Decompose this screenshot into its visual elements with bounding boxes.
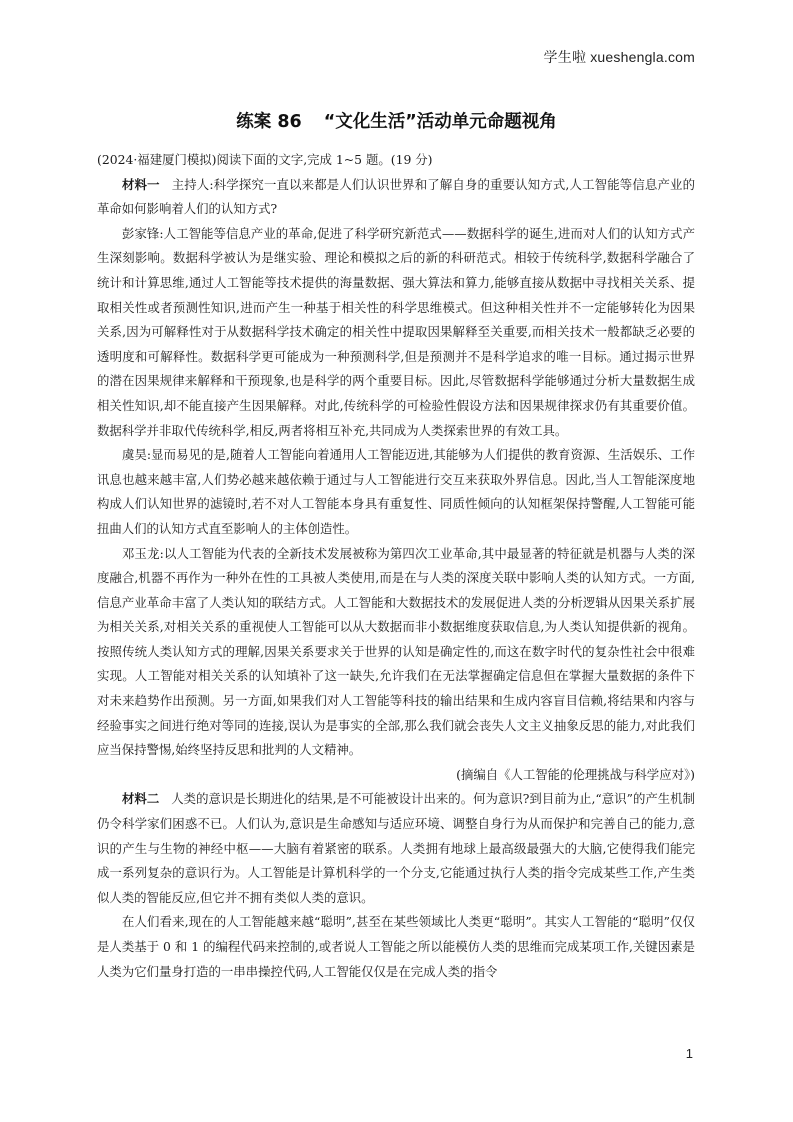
title-prefix: 练案 86 [236, 112, 302, 132]
material1-paragraph [97, 173, 695, 222]
material2-paragraph-text: 人类的意识是长期进化的结果,是不可能被设计出来的。何为意识?到目前为止,“意识”的产生机制仍令科学家们困惑不已。人们认为,意识是生命感知与适应环境、调整自身行为从而保护和完善自己的能力,意识的产生与生物的神经中枢——大脑有着紧密的联系。人类拥有地球上最高级最强大的大脑,它使得我们能完成一系列复杂的意识行为。人工智能是计算机科学的一个分支,它能通过执行人类的指令完成某些工作,产生类似人类的智能反应,但它并不拥有类似人类的意识。 [97, 791, 695, 905]
material1-paragraph: 邓玉龙:以人工智能为代表的全新技术发展被称为第四次工业革命,其中最显著的特征就是机器与人类的深度融合,机器不再作为一种外在性的工具被人类使用,而是在与人类的深度关联中影响人类的认知方式。一方面,信息产业革命丰富了人类认知的联结方式。人工智能和大数据技术的发展促进人类的分析逻辑从因果关系扩展为相关关系,对相关关系的重视使人工智能可以从大数据而非小数据维度获取信息,为人类认知提供新的视角。按照传统人类认知方式的理解,因果关系要求关于世界的认知是确定性的,而这在数字时代的复杂性社会中很难实现。人工智能对相关关系的认知填补了这一缺失,允许我们在无法掌握确定信息但在掌握大量数据的条件下对未来趋势作出预测。另一方面,如果我们对人工智能等科技的输出结果和生成内容盲目信赖,将结果和内容与经验事实之间进行绝对等同的连接,误认为是事实的全部,那么我们就会丧失人文主义抽象反思的能力,对此我们应当保持警惕,始终坚持反思和批判的人文精神。 [97, 545, 695, 758]
question-intro: (2024·福建厦门模拟)阅读下面的文字,完成 1~5 题。(19 分) [97, 152, 433, 167]
site-watermark: 学生啦 xueshengla.com [543, 49, 695, 65]
page-number: 1 [685, 1046, 693, 1061]
material1-paragraph: 虞昊:显而易见的是,随着人工智能向着通用人工智能迈进,其能够为人们提供的教育资源、生活娱乐、工作讯息也越来越丰富,人们势必越来越依赖于通过与人工智能进行交互来获取外界信息。因此,当人工智能深度地构成人们认知世界的滤镜时,若不对人工智能本身具有重复性、同质性倾向的认知框架保持警醒,人工智能可能扭曲人们的认知方式直至影响人的主体创造性。 [97, 447, 695, 536]
material2-label: 材料二 [122, 791, 160, 807]
material1-label: 材料一 [122, 176, 160, 192]
material1-paragraph-text: 主持人:科学探究一直以来都是人们认识世界和了解自身的重要认知方式,人工智能等信息产业的革命如何影响着人们的认知方式? [97, 176, 695, 217]
page-title [0, 108, 793, 133]
material2-paragraph [97, 787, 695, 910]
material1-paragraph: 彭家锋:人工智能等信息产业的革命,促进了科学研究新范式——数据科学的诞生,进而对人们的认知方式产生深刻影响。数据科学被认为是继实验、理论和模拟之后的新的科研范式。相较于传统科学,数据科学融合了统计和计算思维,通过人工智能等技术提供的海量数据、强大算法和算力,能够直接从数据中寻找相关关系、提取相关性或者预测性知识,进而产生一种基于相关性的科学思维模式。但这种相关性并不一定能够转化为因果关系,因为可解释性对于从数据科学技术确定的相关性中提取因果解释至关重要,而相关技术一般都缺乏必要的透明度和可解释性。数据科学更可能成为一种预测科学,但是预测并不是科学追求的唯一目标。通过揭示世界的潜在因果规律来解释和干预现象,也是科学的两个重要目标。因此,尽管数据科学能够通过分析大量数据生成相关性知识,却不能直接产生因果解释。对此,传统科学的可检验性假设方法和因果规律探求仍有其重要价值。数据科学并非取代传统科学,相反,两者将相互补充,共同成为人类探索世界的有效工具。 [97, 225, 695, 438]
material1-source: (摘编自《人工智能的伦理挑战与科学应对》) [456, 766, 695, 782]
title-main: “文化生活”活动单元命题视角 [323, 112, 557, 132]
document-body [97, 148, 695, 984]
material2-paragraph: 在人们看来,现在的人工智能越来越“聪明”,甚至在某些领域比人类更“聪明”。其实人工智能的“聪明”仅仅是人类基于 0 和 1 的编程代码来控制的,或者说人工智能之所以能模仿人类的思维而完成某项工作,关键因素是人类为它们量身打造的一串串操控代码,人工智能仅仅是在完成人类的指令 [97, 914, 695, 979]
